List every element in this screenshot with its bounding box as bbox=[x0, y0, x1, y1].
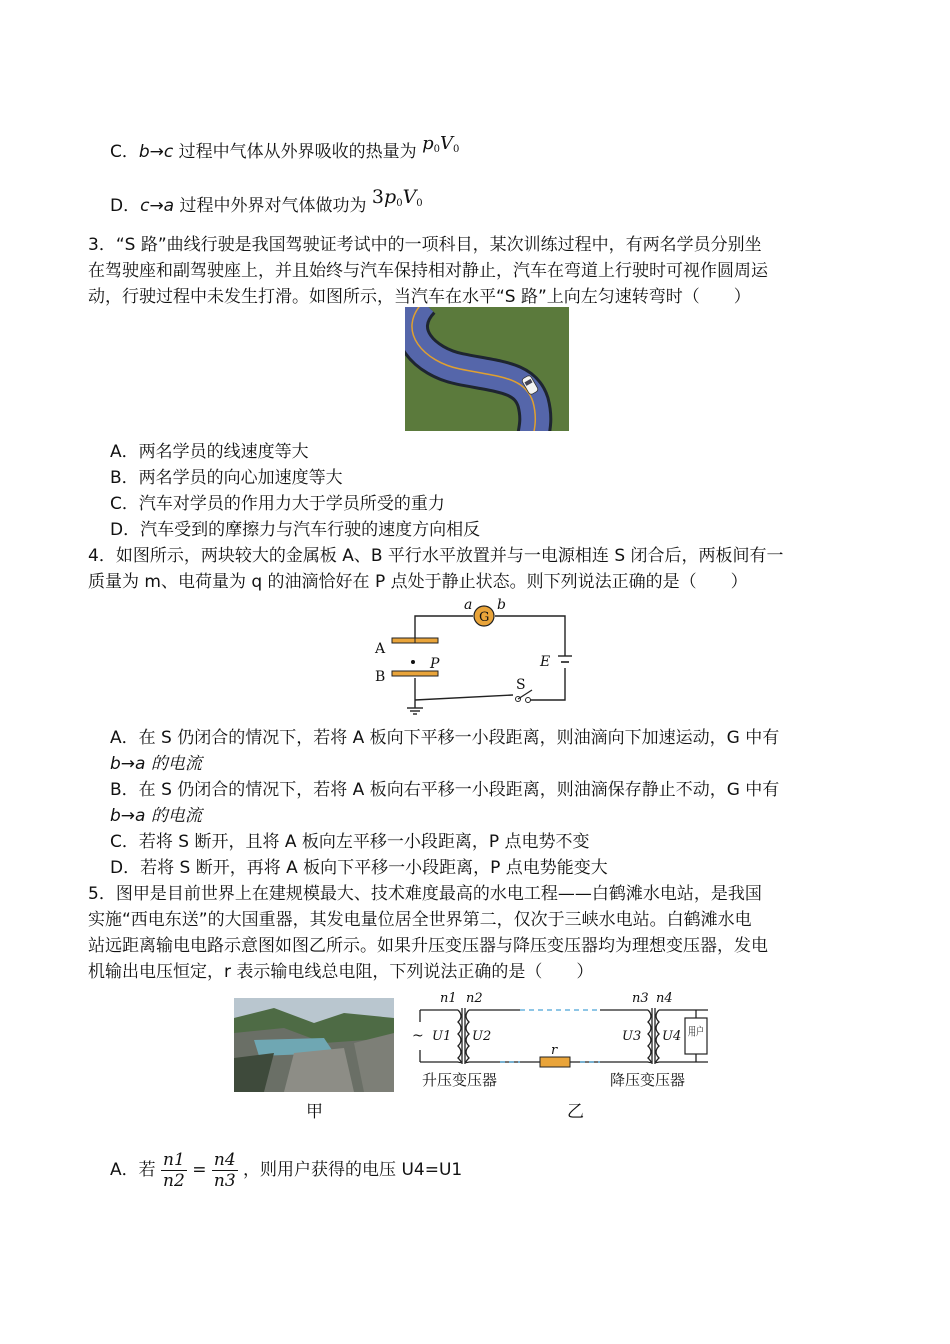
svg-text:n3: n3 bbox=[632, 992, 649, 1006]
svg-text:A: A bbox=[375, 641, 386, 657]
q4-option-a-line2: b→a 的电流 bbox=[110, 754, 202, 774]
user-label: 用户 bbox=[688, 1025, 710, 1038]
capacitor-circuit-figure bbox=[370, 596, 580, 720]
svg-text:S: S bbox=[516, 677, 526, 693]
fraction-n1-n2: $\frac{n1}{n2}$ bbox=[163, 1149, 185, 1191]
svg-text:P: P bbox=[430, 656, 440, 672]
q4-stem-line2: 质量为 m、电荷量为 q 的油滴恰好在 P 点处于静止状态。则下列说法正确的是（ ） bbox=[88, 572, 748, 592]
q3-stem-line1: 3．“S 路”曲线行驶是我国驾驶证考试中的一项科目，某次训练过程中，有两名学员分别坐 bbox=[88, 235, 762, 255]
q4-option-a-line1: A．在 S 仍闭合的情况下，若将 A 板向下平移一小段距离，则油滴向下加速运动，G 中有 bbox=[110, 728, 780, 748]
q4-option-d: D．若将 S 断开，再将 A 板向下平移一小段距离，P 点电势能变大 bbox=[110, 858, 608, 878]
svg-text:U2: U2 bbox=[472, 1029, 492, 1044]
svg-text:n1: n1 bbox=[440, 992, 457, 1006]
svg-text:~: ~ bbox=[412, 1028, 424, 1044]
svg-text:b: b bbox=[497, 597, 506, 613]
q5-stem-line3: 站远距离输电电路示意图如图乙所示。如果升压变压器与降压变压器均为理想变压器，发电 bbox=[88, 936, 768, 956]
svg-text:r: r bbox=[551, 1043, 558, 1058]
svg-text:升压变压器: 升压变压器 bbox=[422, 1071, 498, 1089]
svg-text:降压变压器: 降压变压器 bbox=[610, 1071, 686, 1089]
q5-stem-line4: 机输出电压恒定，r 表示输电线总电阻，下列说法正确的是（ ） bbox=[88, 962, 594, 982]
q5-option-a: A．若 $\frac{n1}{n2}$ = $\frac{n4}{n3}$ ，则用户获得的电压 U4=U1 bbox=[110, 1149, 463, 1191]
q5-stem-line1: 5．图甲是目前世界上在建规模最大、技术难度最高的水电工程——白鹤滩水电站，是我国 bbox=[88, 884, 762, 904]
svg-text:U3: U3 bbox=[622, 1029, 642, 1044]
svg-text:B: B bbox=[375, 669, 386, 685]
svg-text:U4: U4 bbox=[662, 1029, 682, 1044]
figure-yi-label: 乙 bbox=[567, 1102, 584, 1122]
q3-stem-line3: 动，行驶过程中未发生打滑。如图所示，当汽车在水平“S 路”上向左匀速转弯时（ ） bbox=[88, 287, 751, 307]
q3-option-b: B．两名学员的向心加速度等大 bbox=[110, 468, 343, 488]
figure-jia-label: 甲 bbox=[306, 1102, 323, 1122]
q3-option-d: D．汽车受到的摩擦力与汽车行驶的速度方向相反 bbox=[110, 520, 481, 540]
fraction-n4-n3: $\frac{n4}{n3}$ bbox=[213, 1149, 236, 1191]
resistor-r bbox=[540, 1057, 570, 1067]
q4-option-c: C．若将 S 断开，且将 A 板向左平移一小段距离，P 点电势不变 bbox=[110, 832, 590, 852]
q3-option-c: C．汽车对学员的作用力大于学员所受的重力 bbox=[110, 494, 445, 514]
q2-option-c: C．b→c 过程中气体从外界吸收的热量为 $p_0V_0$ bbox=[110, 133, 460, 162]
svg-text:U1: U1 bbox=[432, 1029, 452, 1044]
q2-option-d: D．c→a 过程中外界对气体做功为 $3p_0V_0$ bbox=[110, 186, 423, 216]
q4-option-b-line2: b→a 的电流 bbox=[110, 806, 202, 826]
svg-text:G: G bbox=[479, 610, 490, 625]
q4-stem-line1: 4．如图所示，两块较大的金属板 A、B 平行水平放置并与一电源相连 S 闭合后，两板间有一 bbox=[88, 546, 784, 566]
svg-text:a: a bbox=[464, 597, 473, 613]
hydropower-photo bbox=[234, 998, 394, 1092]
transmission-circuit-figure bbox=[400, 992, 720, 1092]
s-road-figure bbox=[405, 307, 569, 431]
q5-stem-line2: 实施“西电东送”的大国重器，其发电量位居全世界第二，仅次于三峡水电站。白鹤滩水电 bbox=[88, 910, 752, 930]
svg-text:n2: n2 bbox=[466, 992, 483, 1006]
q4-option-b-line1: B．在 S 仍闭合的情况下，若将 A 板向右平移一小段距离，则油滴保存静止不动，G 中有 bbox=[110, 780, 780, 800]
svg-text:E: E bbox=[540, 654, 551, 670]
svg-text:n4: n4 bbox=[656, 992, 673, 1006]
q3-stem-line2: 在驾驶座和副驾驶座上，并且始终与汽车保持相对静止，汽车在弯道上行驶时可视作圆周运 bbox=[88, 261, 768, 281]
q3-option-a: A．两名学员的线速度等大 bbox=[110, 442, 309, 462]
